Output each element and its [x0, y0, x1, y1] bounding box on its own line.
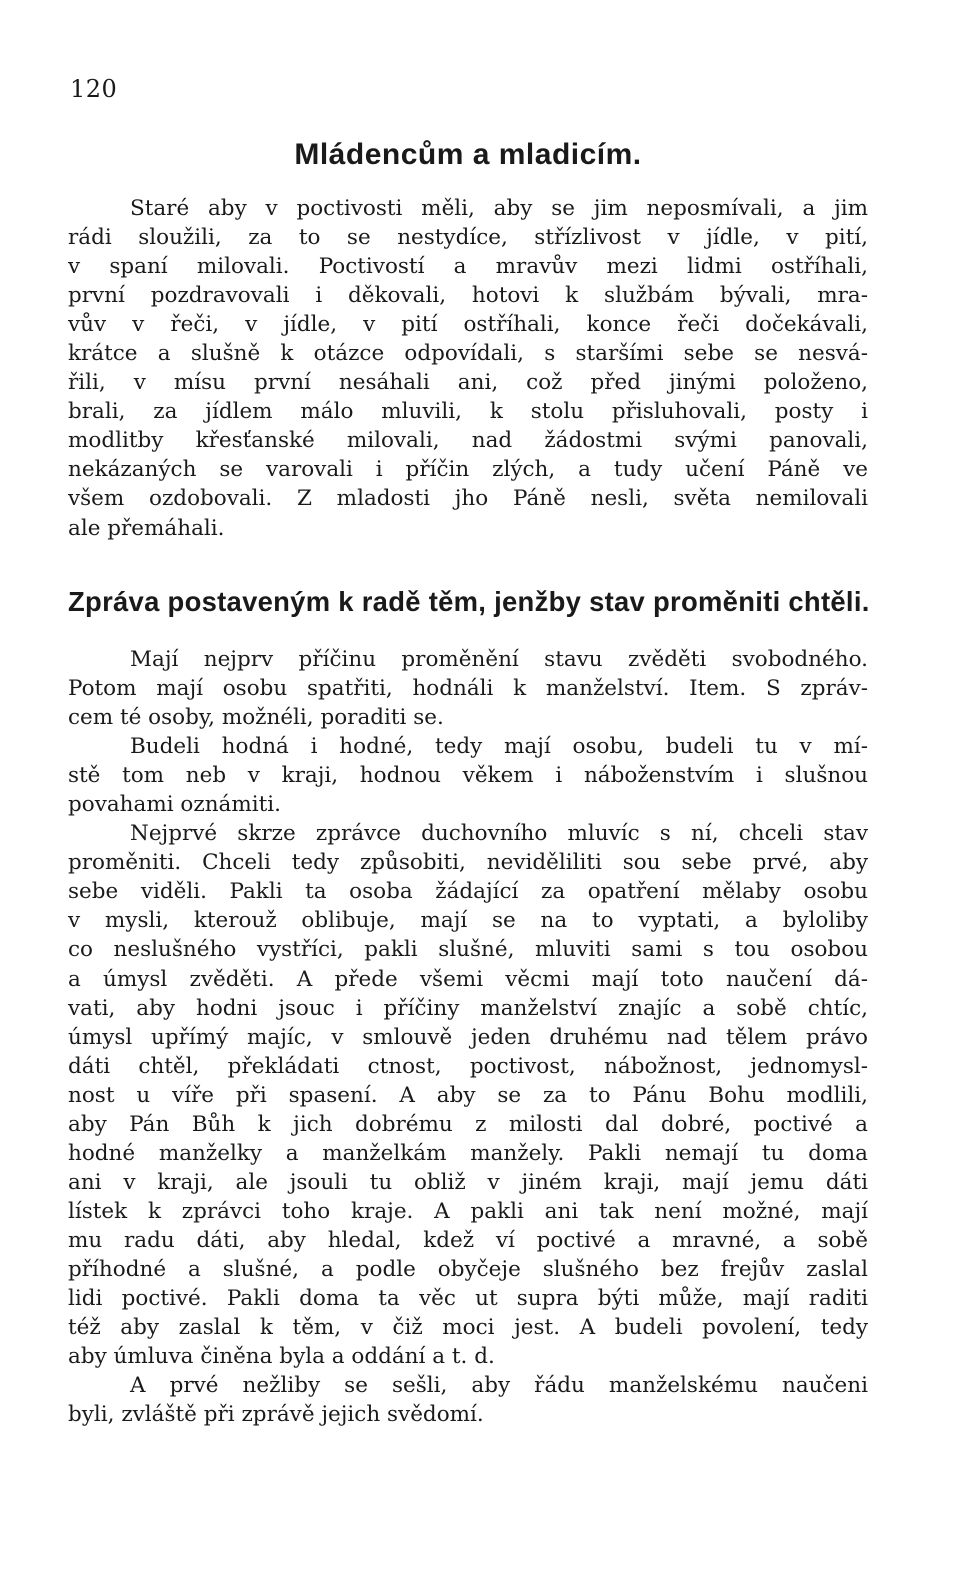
- text-line: Nejprvé skrze zprávce duchovního mluvíc s ní, chceli stav: [130, 821, 868, 847]
- text-line: nost u víře při spasení. A aby se za to Pánu Bohu modlili,: [68, 1082, 868, 1108]
- book-page: [68, 0, 868, 1596]
- text-line: byli, zvláště při zprávě jejich svědomí.: [68, 1402, 484, 1428]
- text-line: řili, v mísu první nesáhali ani, což před jinými položeno,: [68, 370, 868, 396]
- text-line: povahami oznámiti.: [68, 792, 281, 818]
- paragraph: [68, 819, 868, 1371]
- text-line: sebe viděli. Pakli ta osoba žádající za opatření mělaby osobu: [68, 879, 868, 905]
- paragraph: [68, 645, 868, 732]
- text-line: proměniti. Chceli tedy způsobiti, neviděliliti sou sebe prvé, aby: [68, 850, 868, 876]
- text-line: aby úmluva činěna byla a oddání a t. d.: [68, 1344, 495, 1370]
- text-line: Staré aby v poctivosti měli, aby se jim neposmívali, a jim: [130, 196, 868, 221]
- text-line: stě tom neb v kraji, hodnou věkem i náboženstvím i slušnou: [68, 763, 868, 789]
- section-2-body: [68, 645, 868, 1429]
- page-number: 120: [70, 75, 118, 103]
- section-heading-2: Zpráva postaveným k radě těm, jenžby stav proměniti chtěli.: [68, 586, 870, 617]
- text-line: modlitby křesťanské milovali, nad žádostmi svými panovali,: [68, 428, 868, 454]
- text-line: Potom mají osobu spatřiti, hodnáli k manželství. Item. S zpráv-: [68, 676, 868, 702]
- section-1-paragraph: [68, 194, 868, 543]
- paragraph: [68, 1371, 868, 1429]
- text-line: v spaní milovali. Poctivostí a mravův mezi lidmi ostříhali,: [68, 254, 868, 280]
- text-line: a úmysl zvěděti. A přede všemi věcmi mají toto naučení dá-: [68, 966, 868, 992]
- text-line: všem ozdobovali. Z mladosti jho Páně nesli, světa nemilovali: [68, 486, 868, 512]
- text-line: lidi poctivé. Pakli doma ta věc ut supra býti může, mají raditi: [68, 1286, 868, 1312]
- text-line: brali, za jídlem málo mluvili, k stolu přisluhovali, posty i: [68, 399, 868, 425]
- text-line: nekázaných se varovali i příčin zlých, a tudy učení Páně ve: [68, 457, 868, 483]
- text-line: cem té osoby, možnéli, poraditi se.: [68, 705, 444, 731]
- text-line: A prvé nežliby se sešli, aby řádu manželskému naučeni: [130, 1373, 868, 1399]
- text-line: rádi sloužili, za to se nestydíce, střízlivost v jídle, v pití,: [68, 225, 868, 251]
- text-line: vův v řeči, v jídle, v pití ostříhali, konce řeči dočekávali,: [68, 312, 868, 338]
- text-line: první pozdravovali i děkovali, hotovi k službám bývali, mra-: [68, 283, 868, 309]
- section-heading-1: Mládencům a mladicím.: [294, 138, 642, 171]
- text-line: též aby zaslal k těm, v čiž moci jest. A budeli povolení, tedy: [68, 1315, 868, 1341]
- text-line: ani v kraji, ale jsouli tu obliž v jiném kraji, mají jemu dáti: [68, 1169, 868, 1195]
- text-line: Mají nejprv příčinu proměnění stavu zvěděti svobodného.: [130, 647, 868, 672]
- text-line: dáti chtěl, překládati ctnost, poctivost, nábožnost, jednomysl-: [68, 1053, 868, 1079]
- text-line: krátce a slušně k otázce odpovídali, s staršími sebe se nesvá-: [68, 341, 868, 367]
- text-line: aby Pán Bůh k jich dobrému z milosti dal dobré, poctivé a: [68, 1111, 868, 1137]
- text-line: mu radu dáti, aby hledal, kdež ví poctivé a mravné, a sobě: [68, 1227, 868, 1253]
- paragraph: [68, 732, 868, 819]
- text-line: vati, aby hodni jsouc i příčiny manželství znajíc a sobě chtíc,: [68, 995, 868, 1021]
- text-line: příhodné a slušné, a podle obyčeje slušného bez frejův zaslal: [68, 1256, 868, 1282]
- text-line: v mysli, kterouž oblibuje, mají se na to vyptati, a byloliby: [68, 908, 868, 934]
- text-line: hodné manželky a manželkám manžely. Pakli nemají tu doma: [68, 1140, 868, 1166]
- text-line: ale přemáhali.: [68, 515, 225, 541]
- text-line: lístek k zprávci toho kraje. A pakli ani tak není možné, mají: [68, 1198, 868, 1224]
- text-line: Budeli hodná i hodné, tedy mají osobu, budeli tu v mí-: [130, 734, 868, 760]
- text-line: co neslušného vystříci, pakli slušné, mluviti sami s tou osobou: [68, 937, 868, 963]
- text-line: úmysl upřímý majíc, v smlouvě jeden druhému nad tělem právo: [68, 1024, 868, 1050]
